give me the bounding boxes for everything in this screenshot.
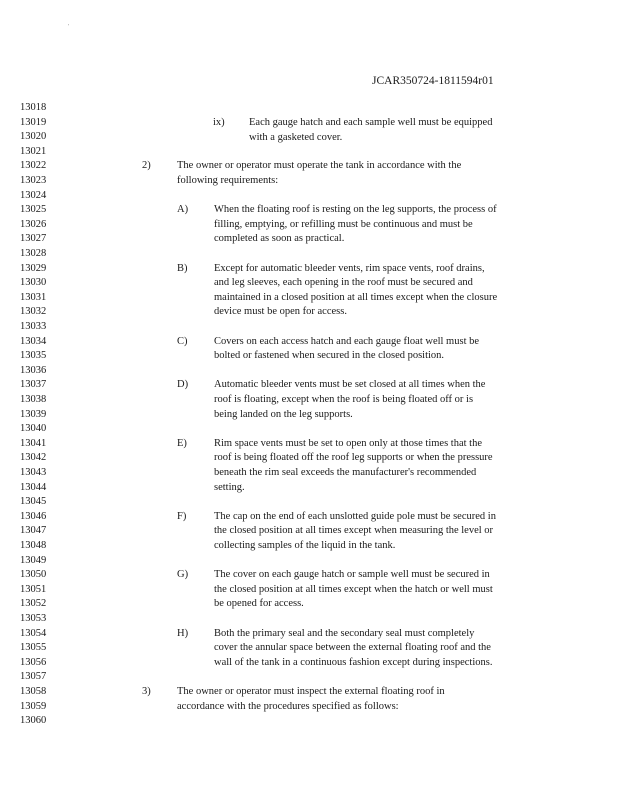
line-number: 13050: [20, 569, 47, 581]
line-number: 13023: [20, 175, 47, 186]
page-mark: ': [68, 24, 70, 30]
item-ix-line: with a gasketed cover.: [249, 131, 343, 143]
line-number: 13021: [20, 145, 47, 157]
item-f-line: collecting samples of the liquid in the tank.: [214, 540, 396, 551]
line-number: 13047: [20, 525, 47, 537]
item-2-line: The owner or operator must operate the tank in accordance with the: [177, 160, 462, 172]
item-h-line: cover the annular space between the external floating roof and the: [214, 642, 491, 654]
line-number: 13026: [20, 218, 47, 230]
item-g-line: the closed position at all times except when the hatch or well must: [214, 583, 493, 595]
line-number: 13038: [20, 394, 47, 405]
line-number: 13029: [20, 262, 47, 274]
item-label-c: C): [177, 335, 188, 347]
line-number: 13053: [20, 613, 47, 624]
line-number: 13041: [20, 437, 47, 449]
line-number: 13035: [20, 350, 47, 362]
item-label-a: A): [177, 204, 189, 216]
line-number: 13056: [20, 656, 47, 668]
line-number: 13057: [20, 671, 47, 683]
line-number: 13040: [20, 423, 47, 435]
line-number: 13052: [20, 598, 47, 610]
line-number: 13024: [20, 189, 47, 201]
item-c-line: bolted or fastened when secured in the closed position.: [214, 350, 445, 362]
line-number: 13039: [20, 408, 47, 420]
line-number: 13027: [20, 233, 47, 245]
line-number: 13020: [20, 131, 47, 143]
item-label-ix: ix): [213, 117, 225, 128]
line-number: 13058: [20, 686, 47, 697]
item-label-f: F): [177, 510, 187, 522]
line-number: 13019: [20, 116, 47, 128]
item-d-line: being landed on the leg supports.: [214, 408, 353, 420]
item-label-d: D): [177, 379, 189, 391]
line-number: 13055: [20, 642, 47, 654]
line-number: 13032: [20, 306, 47, 318]
line-number: 13030: [20, 277, 47, 289]
item-f-line: The cap on the end of each unslotted guide pole must be secured in: [214, 510, 496, 522]
line-number: 13045: [20, 496, 47, 508]
item-g-line: be opened for access.: [214, 598, 304, 610]
item-d-line: Automatic bleeder vents must be set closed at all times when the: [214, 379, 486, 391]
line-number: 13025: [20, 204, 47, 216]
line-number: 13042: [20, 452, 47, 464]
item-label-b: B): [177, 262, 188, 274]
item-a-line: When the floating roof is resting on the leg supports, the process of: [214, 204, 497, 216]
line-number: 13044: [20, 481, 47, 493]
line-number: 13037: [20, 379, 47, 391]
item-label-h: H): [177, 627, 189, 639]
line-number: 13022: [20, 160, 47, 172]
item-b-line: and leg sleeves, each opening in the roof must be secured and: [214, 277, 473, 289]
line-number: 13031: [20, 291, 47, 303]
line-number: 13028: [20, 248, 47, 259]
item-d-line: roof is floating, except when the roof is being floated off or is: [214, 394, 474, 405]
line-number: 13043: [20, 467, 47, 478]
item-e-line: roof is being floated off the roof leg supports or when the pressure: [214, 452, 493, 464]
line-number: 13046: [20, 510, 47, 522]
item-label-g: G): [177, 569, 189, 581]
item-h-line: wall of the tank in a continuous fashion except during inspections.: [214, 656, 493, 668]
item-b-line: Except for automatic bleeder vents, rim space vents, roof drains,: [214, 262, 485, 274]
item-f-line: the closed position at all times except when measuring the level or: [214, 525, 494, 537]
item-h-line: Both the primary seal and the secondary seal must completely: [214, 627, 475, 639]
line-number: 13033: [20, 321, 47, 332]
line-number: 13036: [20, 364, 47, 376]
item-3-line: The owner or operator must inspect the external floating roof in: [177, 686, 445, 697]
item-b-line: maintained in a closed position at all times except when the closure: [214, 291, 498, 303]
line-number: 13048: [20, 540, 47, 551]
line-number: 13034: [20, 335, 47, 347]
line-number: 13060: [20, 715, 47, 727]
item-e-line: setting.: [214, 481, 245, 493]
line-number: 13018: [20, 102, 47, 113]
item-c-line: Covers on each access hatch and each gauge float well must be: [214, 335, 480, 347]
item-a-line: completed as soon as practical.: [214, 233, 345, 245]
line-number: 13059: [20, 700, 47, 712]
item-2-line: following requirements:: [177, 175, 279, 186]
item-label-2: 2): [142, 160, 151, 172]
item-e-line: beneath the rim seal exceeds the manufacturer's recommended: [214, 467, 477, 478]
line-number: 13049: [20, 554, 47, 566]
document-id: JCAR350724-1811594r01: [372, 75, 494, 87]
item-e-line: Rim space vents must be set to open only at those times that the: [214, 437, 482, 449]
item-3-line: accordance with the procedures specified as follows:: [177, 700, 399, 712]
item-g-line: The cover on each gauge hatch or sample well must be secured in: [214, 569, 490, 581]
item-label-3: 3): [142, 686, 151, 697]
item-label-e: E): [177, 437, 187, 449]
item-a-line: filling, emptying, or refilling must be continuous and must be: [214, 218, 473, 230]
line-number: 13054: [20, 627, 47, 639]
item-b-line: device must be open for access.: [214, 306, 347, 318]
item-ix-line: Each gauge hatch and each sample well must be equipped: [249, 117, 493, 128]
line-number: 13051: [20, 583, 47, 595]
